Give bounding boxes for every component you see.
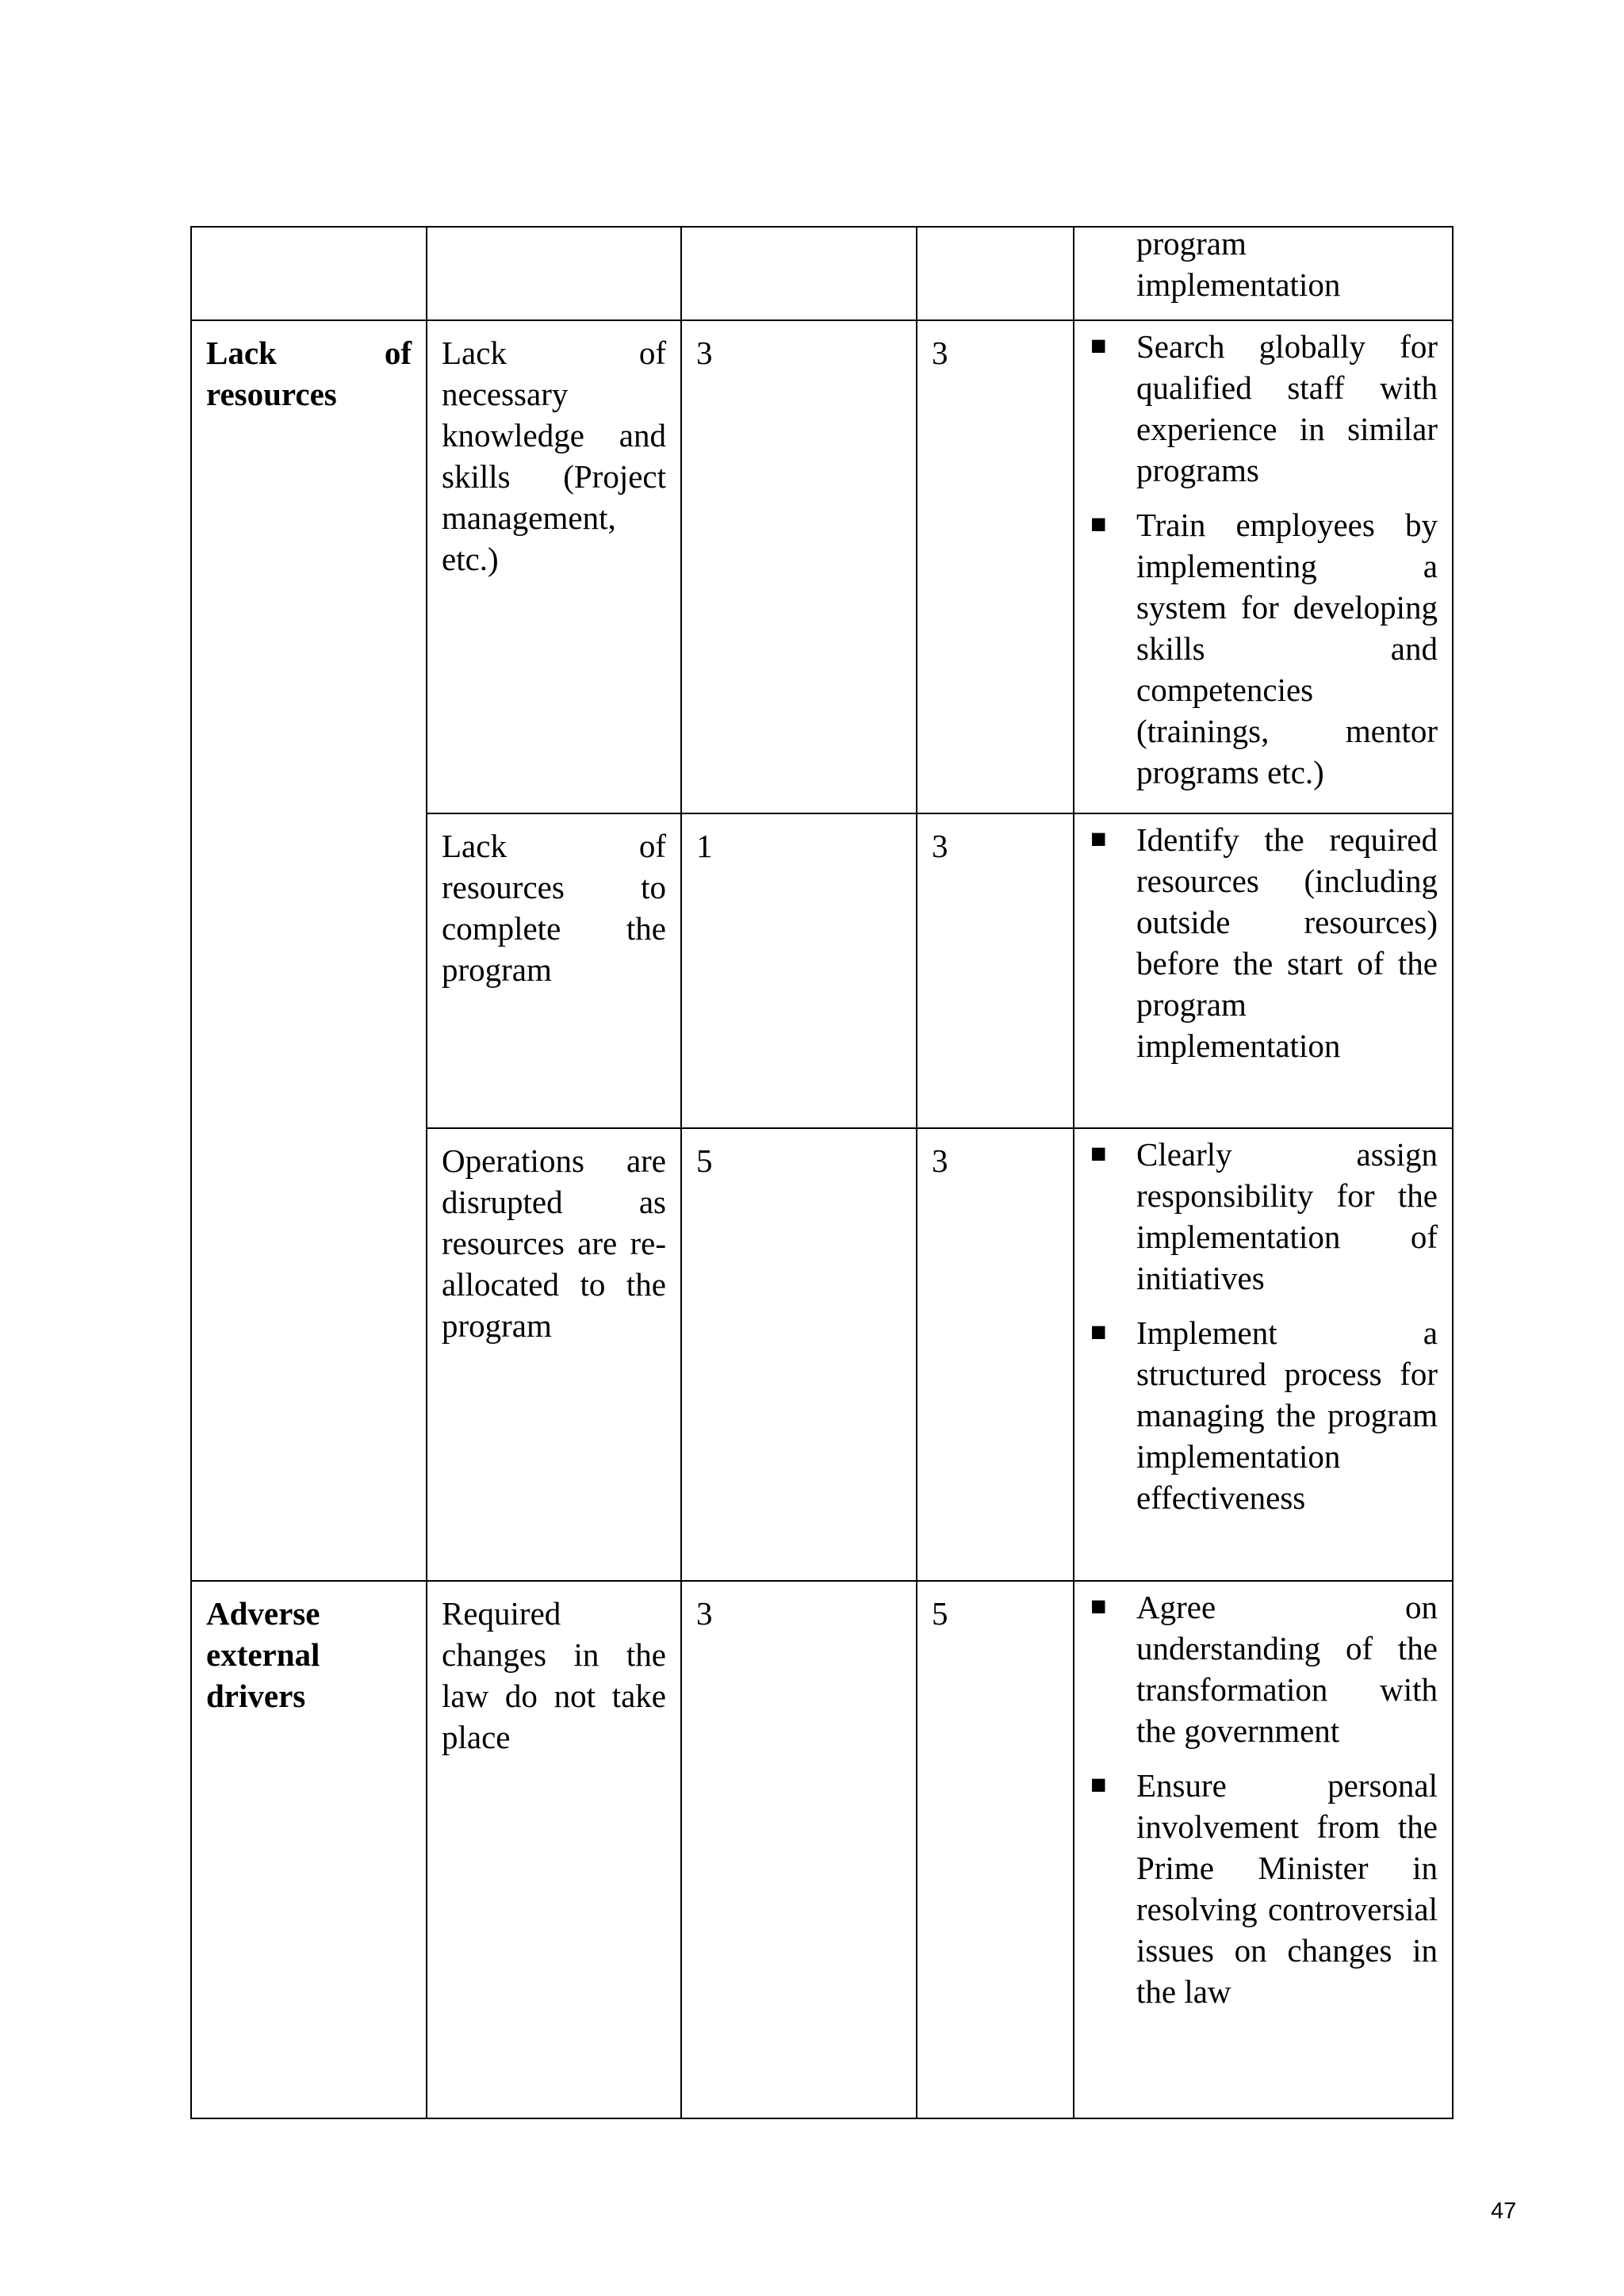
impact-cell bbox=[917, 320, 1074, 813]
impact-value: 3 bbox=[932, 828, 948, 864]
probability-cell bbox=[681, 1128, 917, 1581]
mitigation-cell bbox=[1074, 227, 1453, 320]
square-bullet-icon: ■ bbox=[1090, 1139, 1107, 1169]
category-cell bbox=[191, 227, 427, 320]
category-label: Lack of resources bbox=[206, 335, 412, 412]
risk-cell bbox=[427, 1581, 681, 2118]
mitigation-continued-line: program bbox=[1136, 225, 1247, 262]
risk-cell bbox=[427, 227, 681, 320]
square-bullet-icon: ■ bbox=[1090, 510, 1107, 539]
mitigation-list bbox=[1089, 1134, 1438, 1518]
risk-cell bbox=[427, 813, 681, 1128]
mitigation-list bbox=[1089, 819, 1438, 1066]
probability-cell bbox=[681, 320, 917, 813]
probability-value: 3 bbox=[696, 1595, 713, 1632]
table-row-continued bbox=[191, 227, 1453, 320]
square-bullet-icon: ■ bbox=[1090, 1770, 1107, 1800]
mitigation-cell bbox=[1074, 320, 1453, 813]
risk-description: Required changes in the law do not take place bbox=[442, 1595, 666, 1755]
square-bullet-icon: ■ bbox=[1090, 825, 1107, 854]
mitigation-item: ■ Train employees by implementing a system for developing skills and competencies (trainings, mentor programs etc.) bbox=[1089, 504, 1438, 793]
mitigation-item: ■ Clearly assign responsibility for the implementation of initiatives bbox=[1089, 1134, 1438, 1299]
mitigation-continued-line: implementation bbox=[1136, 266, 1341, 303]
page-number: 47 bbox=[1491, 2198, 1517, 2224]
table-row bbox=[191, 320, 1453, 813]
mitigation-item: ■ Ensure personal involvement from the Prime Minister in resolving controversial issues on changes in the law bbox=[1089, 1765, 1438, 2012]
mitigation-cell bbox=[1074, 813, 1453, 1128]
probability-value: 3 bbox=[696, 335, 713, 371]
risk-description: Operations are disrupted as resources are re-allocated to the program bbox=[442, 1142, 666, 1344]
risk-description: Lack of resources to complete the program bbox=[442, 828, 666, 988]
impact-value: 5 bbox=[932, 1595, 948, 1632]
risk-cell bbox=[427, 320, 681, 813]
square-bullet-icon: ■ bbox=[1090, 1592, 1107, 1621]
category-cell bbox=[191, 320, 427, 1581]
risk-cell bbox=[427, 1128, 681, 1581]
probability-value: 1 bbox=[696, 828, 713, 864]
mitigation-item: ■ Agree on understanding of the transformation with the government bbox=[1089, 1586, 1438, 1751]
mitigation-cell bbox=[1074, 1128, 1453, 1581]
impact-cell bbox=[917, 1581, 1074, 2118]
square-bullet-icon: ■ bbox=[1090, 1318, 1107, 1347]
square-bullet-icon: ■ bbox=[1090, 331, 1107, 361]
mitigation-item: ■ Implement a structured process for managing the program implementation effectiveness bbox=[1089, 1312, 1438, 1518]
table-row bbox=[191, 1581, 1453, 2118]
mitigation-item: ■ Search globally for qualified staff with experience in similar programs bbox=[1089, 326, 1438, 491]
risk-table bbox=[190, 226, 1454, 2119]
probability-value: 5 bbox=[696, 1142, 713, 1179]
impact-value: 3 bbox=[932, 1142, 948, 1179]
category-cell bbox=[191, 1581, 427, 2118]
mitigation-item: ■ Identify the required resources (including outside resources) before the start of the program implementation bbox=[1089, 819, 1438, 1066]
impact-value: 3 bbox=[932, 335, 948, 371]
impact-cell bbox=[917, 1128, 1074, 1581]
category-label: Adverse external drivers bbox=[206, 1595, 320, 1714]
impact-cell bbox=[917, 813, 1074, 1128]
mitigation-list bbox=[1089, 1586, 1438, 2012]
mitigation-cell bbox=[1074, 1581, 1453, 2118]
probability-cell bbox=[681, 813, 917, 1128]
risk-description: Lack of necessary knowledge and skills (Project management, etc.) bbox=[442, 335, 666, 577]
probability-cell bbox=[681, 227, 917, 320]
probability-cell bbox=[681, 1581, 917, 2118]
mitigation-list bbox=[1089, 326, 1438, 793]
impact-cell bbox=[917, 227, 1074, 320]
